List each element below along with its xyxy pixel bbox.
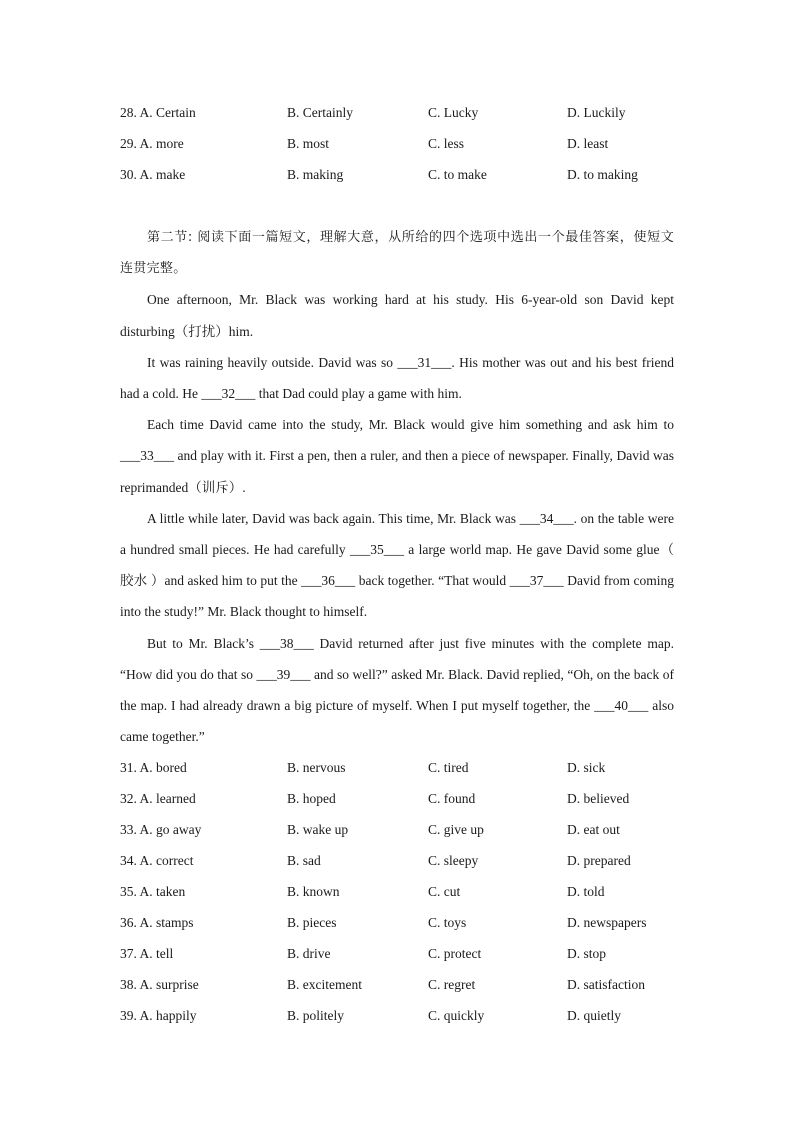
option-d: D. prepared [567, 853, 631, 868]
option-a: 28. A. Certain [120, 105, 196, 120]
option-b: B. drive [287, 946, 331, 961]
option-d: D. stop [567, 946, 607, 961]
option-b: B. pieces [287, 915, 337, 930]
option-b: B. hoped [287, 791, 336, 806]
passage-paragraph-3: Each time David came into the study, Mr. Black would give him something and ask him to ___33___ and play with it. First a pen, then a ruler, and then a piece of newspaper. Finally, David was reprimanded（训斥）. [120, 417, 674, 495]
option-c: C. less [428, 136, 465, 151]
option-c: C. protect [428, 946, 482, 961]
option-c: C. quickly [428, 1008, 485, 1023]
option-a: 34. A. correct [120, 853, 194, 868]
option-a: 36. A. stamps [120, 915, 194, 930]
option-d: D. satisfaction [567, 977, 645, 992]
option-c: C. Lucky [428, 105, 479, 120]
passage-paragraph-1: One afternoon, Mr. Black was working hard at his study. His 6-year-old son David kept disturbing（打扰）him. [120, 292, 674, 339]
option-d: D. to making [567, 167, 638, 182]
passage-paragraph-2: It was raining heavily outside. David was so ___31___. His mother was out and his best friend had a cold. He ___32___ that Dad could play a game with him. [120, 354, 674, 402]
option-a: 33. A. go away [120, 822, 202, 837]
option-b: B. nervous [287, 760, 346, 775]
passage [120, 222, 674, 752]
option-row-31 [120, 759, 680, 790]
option-row-29 [120, 135, 680, 166]
option-c: C. sleepy [428, 853, 479, 868]
option-d: D. Luckily [567, 105, 626, 120]
option-row-38 [120, 976, 680, 1007]
option-b: B. sad [287, 853, 321, 868]
option-row-34 [120, 852, 680, 883]
option-d: D. quietly [567, 1008, 621, 1023]
option-c: C. give up [428, 822, 484, 837]
option-c: C. tired [428, 760, 469, 775]
option-a: 38. A. surprise [120, 977, 199, 992]
option-a: 39. A. happily [120, 1008, 197, 1023]
section-heading: 第二节: 阅读下面一篇短文，理解大意，从所给的四个选项中选出一个最佳答案，使短文连贯完整。 [120, 230, 674, 277]
option-row-35 [120, 883, 680, 914]
option-row-39 [120, 1007, 680, 1038]
option-a: 32. A. learned [120, 791, 196, 806]
option-row-32 [120, 790, 680, 821]
option-b: B. known [287, 884, 340, 899]
options-top [120, 104, 680, 197]
option-c: C. to make [428, 167, 487, 182]
option-b: B. politely [287, 1008, 344, 1023]
passage-paragraph-4: A little while later, David was back again. This time, Mr. Black was ___34___. on the table were a hundred small pieces. He had carefully ___35___ a large world map. He gave David some glue（ 胶水 ）and asked him to put the ___36___ back together. “That would ___37___ David from coming into the study!” Mr. Black thought to himself. [120, 510, 674, 620]
option-a: 29. A. more [120, 136, 184, 151]
option-d: D. eat out [567, 822, 620, 837]
option-d: D. believed [567, 791, 630, 806]
option-a: 30. A. make [120, 167, 186, 182]
option-row-30 [120, 166, 680, 197]
option-a: 31. A. bored [120, 760, 187, 775]
option-c: C. regret [428, 977, 476, 992]
option-row-28 [120, 104, 680, 135]
option-a: 35. A. taken [120, 884, 186, 899]
option-b: B. most [287, 136, 330, 151]
option-b: B. Certainly [287, 105, 353, 120]
option-d: D. sick [567, 760, 606, 775]
options-bottom [120, 759, 680, 1038]
passage-paragraph-5: But to Mr. Black’s ___38___ David returned after just five minutes with the complete map. “How did you do that so ___39___ and so well?” asked Mr. Black. David replied, “Oh, on the back of the map. I had already drawn a big picture of myself. When I put myself together, the ___40___ also came together.” [120, 635, 674, 745]
option-d: D. told [567, 884, 605, 899]
option-b: B. making [287, 167, 344, 182]
option-c: C. found [428, 791, 476, 806]
option-c: C. cut [428, 884, 461, 899]
option-b: B. wake up [287, 822, 349, 837]
option-a: 37. A. tell [120, 946, 174, 961]
option-d: D. least [567, 136, 609, 151]
option-c: C. toys [428, 915, 467, 930]
option-b: B. excitement [287, 977, 362, 992]
option-d: D. newspapers [567, 915, 647, 930]
option-row-33 [120, 821, 680, 852]
option-row-37 [120, 945, 680, 976]
option-row-36 [120, 914, 680, 945]
